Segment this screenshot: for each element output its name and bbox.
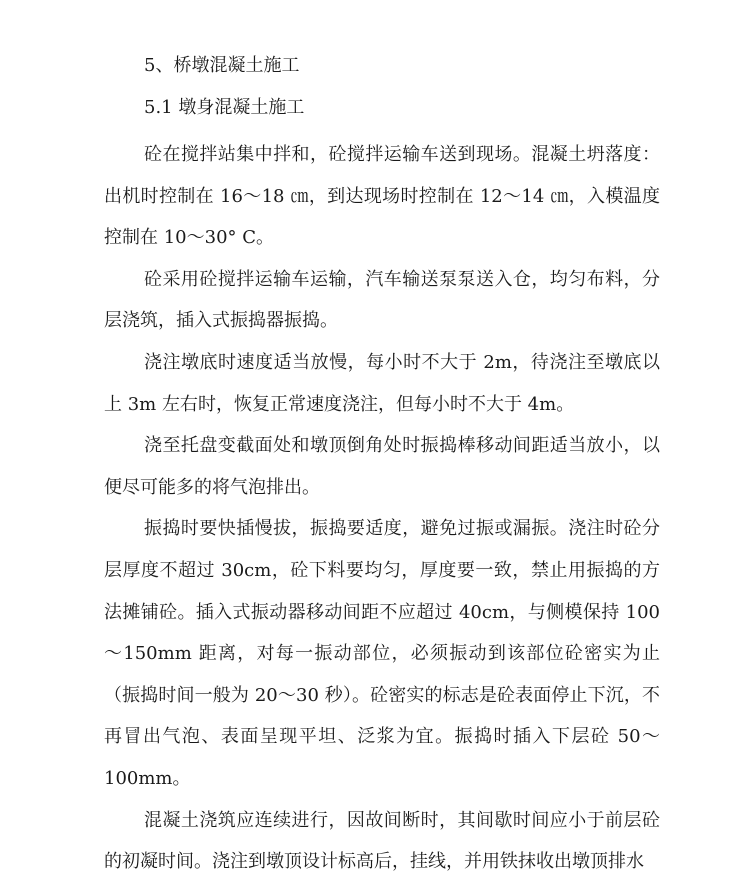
paragraph-mixing: 砼在搅拌站集中拌和，砼搅拌运输车送到现场。混凝土坍落度：出机时控制在 16～18 ㎝，到达现场时控制在 12～14 ㎝，入模温度控制在 10～30° C。 [104, 144, 660, 249]
paragraph-pour-speed: 浇注墩底时速度适当放慢，每小时不大于 2m，待浇注至墩底以上 3m 左右时，恢复正常速度浇注，但每小时不大于 4m。 [104, 351, 660, 415]
subsection-heading: 5.1 墩身混凝土施工 [144, 97, 305, 118]
section-heading: 5、桥墩混凝土施工 [144, 55, 300, 76]
paragraph-transport: 砼采用砼搅拌运输车运输，汽车输送泵泵送入仓，均匀布料，分层浇筑，插入式振捣器振捣。 [104, 268, 660, 332]
paragraph-vibration-method: 振捣时要快插慢拔，振捣要适度，避免过振或漏振。浇注时砼分层厚度不超过 30cm，砼下料要均匀，厚度要一致，禁止用振捣的方法摊铺砼。插入式振动器移动间距不应超过 40cm，与侧模保持 100～150mm 距离，对每一振动部位，必须振动到该部位砼密实为止（振捣时间一般为 20～30 秒）。砼密实的标志是砼表面停止下沉，不再冒出气泡、表面呈现平坦、泛浆为宜。振捣时插入下层砼 50～100mm。 [104, 518, 660, 789]
body-text [104, 134, 660, 883]
paragraph-continuous-pour: 混凝土浇筑应连续进行，因故间断时，其间歇时间应小于前层砼的初凝时间。浇注到墩顶设计标高后，挂线，并用铁抹收出墩顶排水 [104, 809, 660, 873]
paragraph-vibration-spacing: 浇至托盘变截面处和墩顶倒角处时振捣棒移动间距适当放小，以便尽可能多的将气泡排出。 [104, 435, 660, 498]
